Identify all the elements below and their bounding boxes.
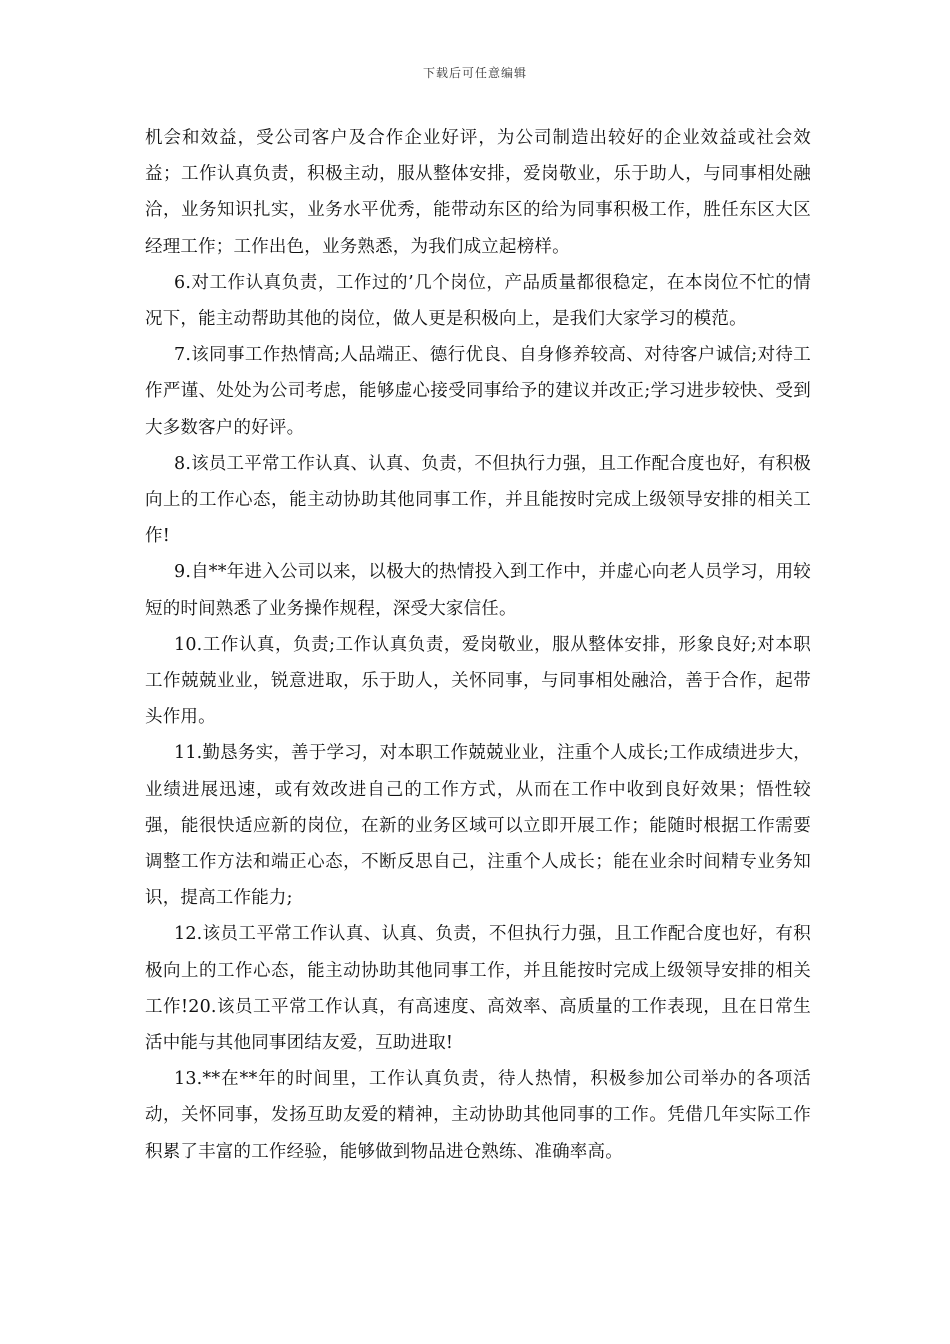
document-body [145,120,811,1170]
paragraph-item-10: 10.工作认真，负责;工作认真负责，爱岗敬业，服从整体安排，形象良好;对本职工作兢兢业业，锐意进取，乐于助人，关怀同事，与同事相处融洽，善于合作，起带头作用。 [145,634,811,728]
paragraph-item-7: 7.该同事工作热情高;人品端正、德行优良、自身修养较高、对待客户诚信;对待工作严谨、处处为公司考虑，能够虚心接受同事给予的建议并改正;学习进步较快、受到大多数客户的好评。 [145,345,811,438]
paragraph-item-8: 8.该员工平常工作认真、认真、负责，不但执行力强，且工作配合度也好，有积极向上的工作心态，能主动协助其他同事工作，并且能按时完成上级领导安排的相关工作! [145,453,811,547]
paragraph-item-11: 11.勤恳务实，善于学习，对本职工作兢兢业业，注重个人成长;工作成绩进步大，业绩进展迅速，或有效改进自己的工作方式，从而在工作中收到良好效果；悟性较强，能很快适应新的岗位，在新的业务区域可以立即开展工作；能随时根据工作需要调整工作方法和端正心态，不断反思自己，注重个人成长；能在业余时间精专业务知识，提高工作能力; [145,743,811,909]
paragraph-item-9: 9.自**年进入公司以来，以极大的热情投入到工作中，并虚心向老人员学习，用较短的时间熟悉了业务操作规程，深受大家信任。 [145,562,811,619]
paragraph-continuation: 机会和效益，受公司客户及合作企业好评，为公司制造出较好的企业效益或社会效益；工作认真负责，积极主动，服从整体安排，爱岗敬业，乐于助人，与同事相处融洽，业务知识扎实，业务水平优秀，能带动东区的给为同事积极工作，胜任东区大区经理工作；工作出色，业务熟悉，为我们成立起榜样。 [145,128,811,257]
paragraph-item-13: 13.**在**年的时间里，工作认真负责，待人热情，积极参加公司举办的各项活动，关怀同事，发扬互助友爱的精神，主动协助其他同事的工作。凭借几年实际工作积累了丰富的工作经验，能够做到物品进仓熟练、准确率高。 [145,1069,811,1162]
header-note: 下载后可任意编辑 [422,66,527,80]
paragraph-item-6: 6.对工作认真负责，工作过的’几个岗位，产品质量都很稳定，在本岗位不忙的情况下，能主动帮助其他的岗位，做人更是积极向上，是我们大家学习的模范。 [145,272,811,330]
paragraph-item-12: 12.该员工平常工作认真、认真、负责，不但执行力强，且工作配合度也好，有积极向上的工作心态，能主动协助其他同事工作，并且能按时完成上级领导安排的相关工作!20.该员工平常工作认真，有高速度、高效率、高质量的工作表现，且在日常生活中能与其他同事团结友爱，互助进取! [145,924,811,1054]
